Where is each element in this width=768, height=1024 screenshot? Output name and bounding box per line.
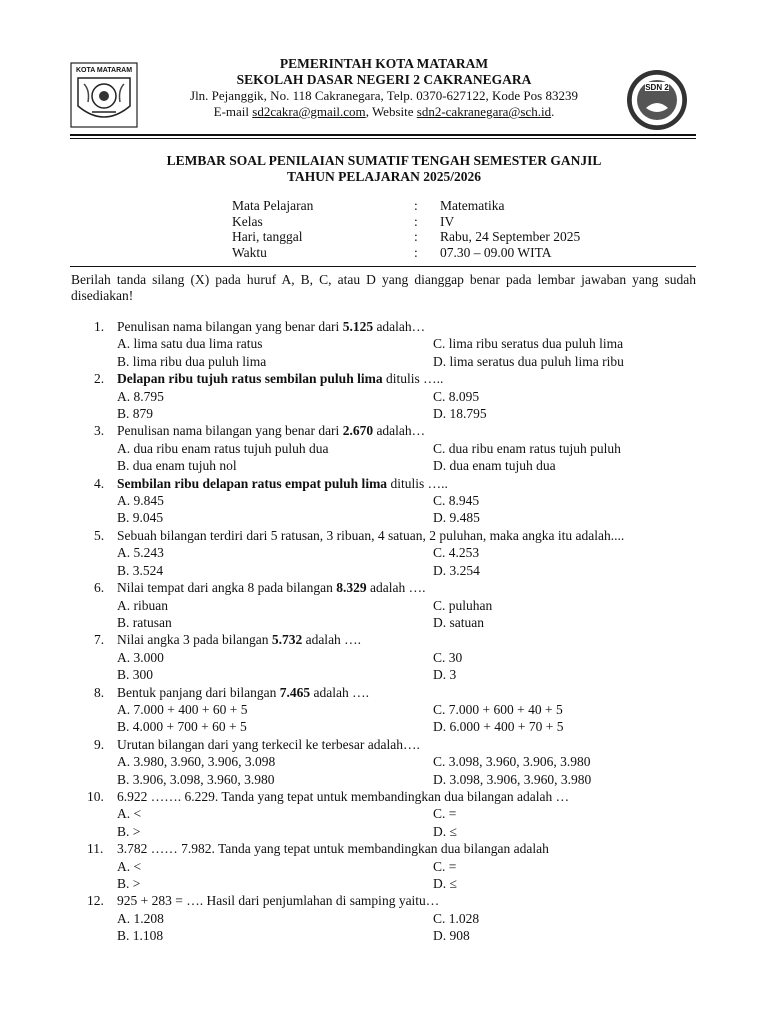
option-c: C. 8.945 — [433, 493, 480, 509]
question-text: Nilai tempat dari angka 8 pada bilangan 8.329 adalah …. — [117, 580, 426, 596]
question-item — [71, 736, 696, 788]
info-row — [232, 214, 580, 230]
info-value: Rabu, 24 September 2025 — [440, 229, 581, 244]
option-d: D. dua enam tujuh dua — [433, 458, 556, 474]
option-d: D. 6.000 + 400 + 70 + 5 — [433, 719, 564, 735]
logo-left-text: KOTA MATARAM — [75, 67, 133, 74]
question-number: 9. — [94, 736, 105, 752]
question-text: 925 + 283 = …. Hasil dari penjumlahan di samping yaitu… — [117, 893, 440, 909]
question-number: 10. — [87, 788, 104, 804]
option-a: A. 5.243 — [117, 545, 164, 561]
question-item — [71, 318, 696, 370]
option-b: B. 1.108 — [117, 928, 164, 944]
option-b: B. > — [117, 823, 141, 839]
option-c: C. 8.095 — [433, 388, 480, 404]
option-d: D. 9.485 — [433, 510, 480, 526]
option-a: A. dua ribu enam ratus tujuh puluh dua — [117, 440, 329, 456]
header-rule-thick — [70, 134, 696, 136]
question-number: 1. — [94, 319, 105, 334]
option-b: B. 300 — [117, 667, 154, 683]
info-sep: : — [414, 198, 418, 213]
option-b: B. 3.524 — [117, 562, 164, 578]
option-a: A. 3.980, 3.960, 3.906, 3.098 — [117, 754, 276, 770]
option-b: B. 3.906, 3.098, 3.960, 3.980 — [117, 771, 275, 787]
question-item — [71, 422, 696, 474]
option-a: A. 9.845 — [117, 493, 164, 509]
option-c: C. 7.000 + 600 + 40 + 5 — [433, 701, 563, 717]
option-c: C. lima ribu seratus dua puluh lima — [433, 336, 624, 352]
option-a: A. < — [117, 806, 142, 822]
option-a: A. 8.795 — [117, 388, 164, 404]
sdn2-logo — [624, 68, 690, 132]
option-c: C. 3.098, 3.960, 3.906, 3.980 — [433, 754, 591, 770]
option-b: B. 9.045 — [117, 510, 164, 526]
logo-right-text: SDN 2 — [645, 83, 669, 92]
website-link[interactable]: sdn2-cakranegara@sch.id — [416, 104, 552, 119]
question-text: Sebuah bilangan terdiri dari 5 ratusan, 3 ribuan, 4 satuan, 2 puluhan, maka angka itu adalah.... — [117, 527, 625, 543]
question-number: 5. — [94, 527, 105, 543]
option-c: C. dua ribu enam ratus tujuh puluh — [433, 440, 621, 456]
question-number: 8. — [94, 684, 105, 700]
option-c: C. = — [433, 858, 457, 874]
option-b: B. 879 — [117, 406, 154, 422]
school-address: Jln. Pejanggik, No. 118 Cakranegara, Telp. 0370-627122, Kode Pos 83239 — [190, 88, 578, 103]
info-row — [232, 229, 580, 245]
option-d: D. 908 — [433, 928, 470, 944]
question-item — [71, 684, 696, 736]
question-text: Delapan ribu tujuh ratus sembilan puluh lima ditulis ….. — [117, 371, 444, 387]
title-line1: LEMBAR SOAL PENILAIAN SUMATIF TENGAH SEMESTER GANJIL — [166, 153, 602, 168]
question-number: 12. — [87, 893, 104, 909]
option-a: A. ribuan — [117, 597, 168, 613]
option-b: B. 4.000 + 700 + 60 + 5 — [117, 719, 247, 735]
option-d: D. ≤ — [433, 876, 457, 891]
question-text: Nilai angka 3 pada bilangan 5.732 adalah …. — [117, 632, 362, 648]
option-b: B. lima ribu dua puluh lima — [117, 353, 267, 369]
option-c: C. = — [433, 806, 457, 822]
question-number: 7. — [94, 632, 105, 648]
info-sep: : — [414, 244, 418, 260]
website-label: , Website — [365, 104, 417, 119]
option-d: D. 3 — [433, 667, 457, 683]
email-label: E-mail — [213, 104, 253, 119]
option-c: C. 1.028 — [433, 910, 480, 926]
option-d: D. 3.098, 3.906, 3.960, 3.980 — [433, 771, 592, 787]
option-d: D. satuan — [433, 614, 484, 630]
question-number: 2. — [94, 371, 105, 387]
question-number: 6. — [94, 580, 105, 596]
question-item — [71, 788, 696, 840]
question-text: Penulisan nama bilangan yang benar dari 5.125 adalah… — [117, 319, 426, 334]
title-line2: TAHUN PELAJARAN 2025/2026 — [286, 169, 481, 184]
option-c: C. 30 — [433, 649, 463, 665]
info-row — [232, 198, 580, 214]
option-c: C. puluhan — [433, 597, 493, 613]
option-d: D. 3.254 — [433, 562, 480, 578]
option-d: D. ≤ — [433, 823, 457, 839]
option-a: A. lima satu dua lima ratus — [117, 336, 263, 352]
question-text: Penulisan nama bilangan yang benar dari 2.670 adalah… — [117, 423, 426, 439]
info-key: Kelas — [232, 213, 263, 229]
question-text: Bentuk panjang dari bilangan 7.465 adalah …. — [117, 684, 369, 700]
email-link[interactable]: sd2cakra@gmail.com — [252, 104, 366, 119]
option-b: B. > — [117, 876, 141, 891]
info-key: Waktu — [232, 244, 267, 260]
question-list — [71, 318, 696, 945]
info-row — [232, 245, 580, 261]
letterhead-line1: PEMERINTAH KOTA MATARAM — [279, 56, 489, 71]
question-item — [71, 579, 696, 631]
option-b: B. ratusan — [117, 614, 172, 630]
info-value: IV — [440, 213, 455, 229]
option-c: C. 4.253 — [433, 545, 480, 561]
website-end: . — [551, 104, 555, 119]
info-key: Mata Pelajaran — [232, 198, 314, 213]
question-item — [71, 631, 696, 683]
question-number: 11. — [87, 841, 104, 857]
option-a: A. 7.000 + 400 + 60 + 5 — [117, 701, 248, 717]
question-text: Urutan bilangan dari yang terkecil ke terbesar adalah…. — [117, 736, 420, 752]
question-item — [71, 840, 696, 892]
section-rule — [70, 266, 696, 267]
option-d: D. lima seratus dua puluh lima ribu — [433, 353, 624, 369]
option-a: A. < — [117, 858, 142, 874]
question-number: 3. — [94, 423, 105, 439]
info-value: 07.30 – 09.00 WITA — [440, 244, 552, 260]
question-item — [71, 892, 696, 944]
question-number: 4. — [94, 475, 105, 491]
question-item — [71, 527, 696, 579]
exam-info — [232, 198, 580, 260]
question-text: Sembilan ribu delapan ratus empat puluh lima ditulis ….. — [117, 475, 448, 491]
question-item — [71, 370, 696, 422]
info-sep: : — [414, 229, 418, 244]
question-text: 3.782 …… 7.982. Tanda yang tepat untuk membandingkan dua bilangan adalah — [117, 841, 549, 857]
option-a: A. 3.000 — [117, 649, 164, 665]
info-sep: : — [414, 213, 418, 229]
school-name: SEKOLAH DASAR NEGERI 2 CAKRANEGARA — [236, 72, 532, 87]
header-rule-thin — [70, 138, 696, 139]
question-text: 6.922 ……. 6.229. Tanda yang tepat untuk membandingkan dua bilangan adalah … — [117, 788, 570, 804]
info-value: Matematika — [440, 198, 505, 213]
question-item — [71, 475, 696, 527]
document-title — [0, 153, 768, 185]
instruction-text: Berilah tanda silang (X) pada huruf A, B, C, atau D yang dianggap benar pada lembar jawaban yang sudah disediakan! — [71, 272, 696, 303]
option-a: A. 1.208 — [117, 910, 164, 926]
info-key: Hari, tanggal — [232, 229, 303, 244]
option-d: D. 18.795 — [433, 406, 487, 422]
option-b: B. dua enam tujuh nol — [117, 458, 237, 474]
